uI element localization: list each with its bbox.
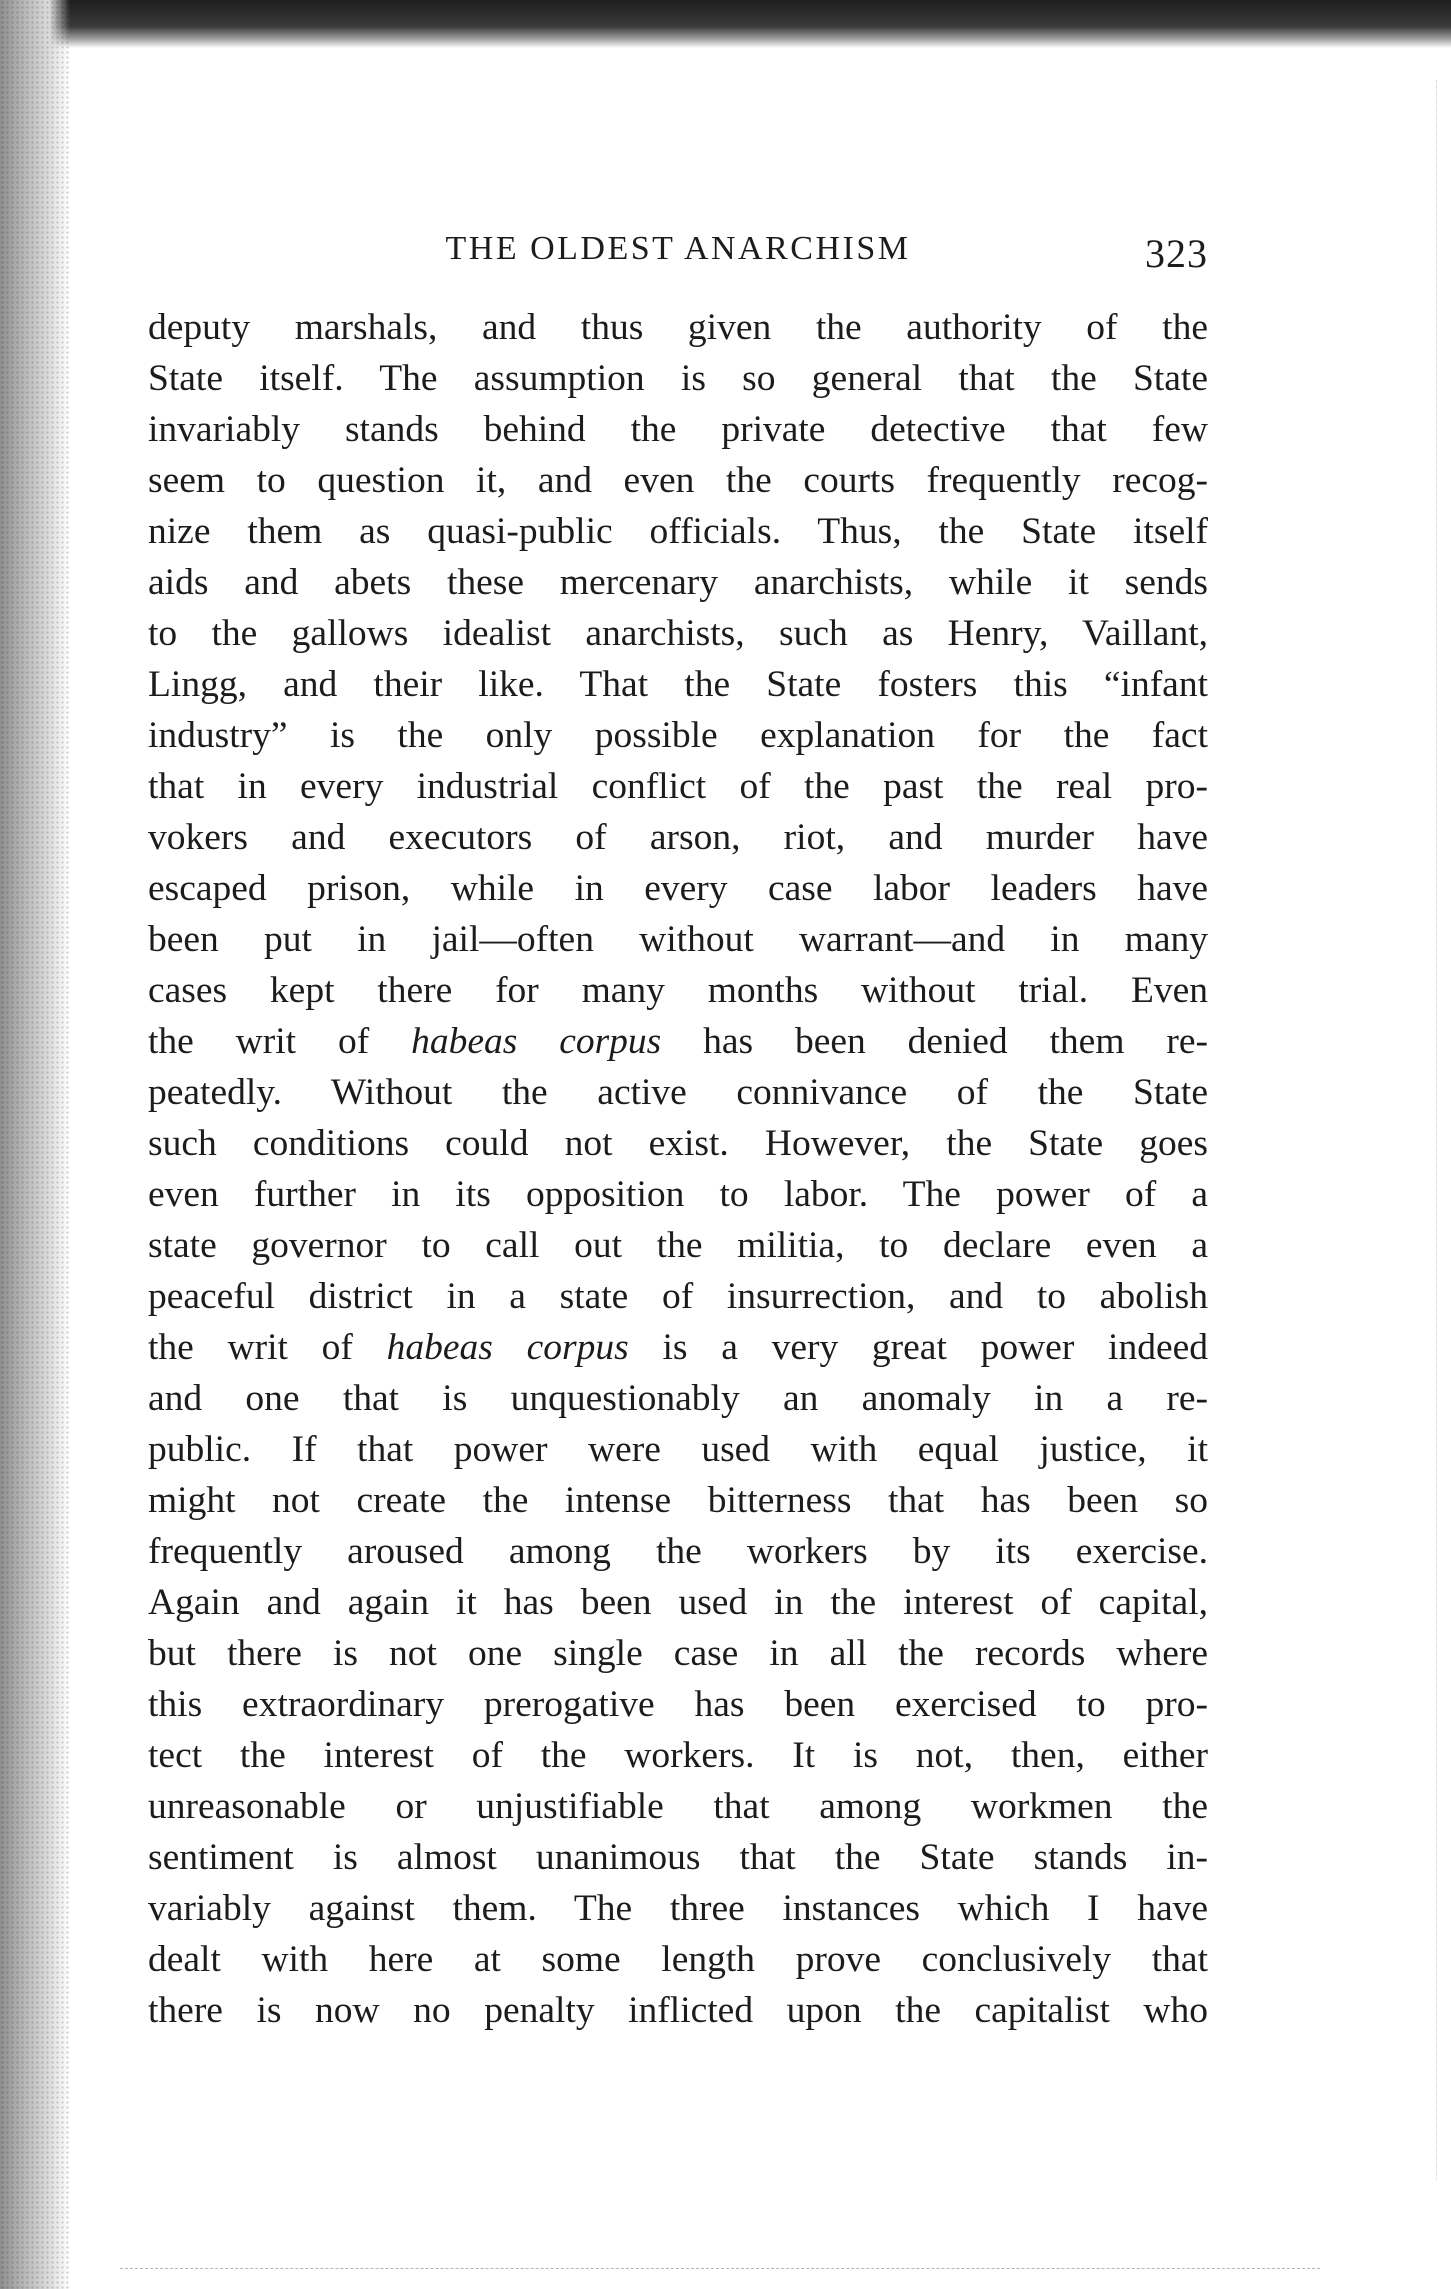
text-segment: that in every industrial conflict of the past the real pro-	[148, 766, 1208, 807]
text-line	[148, 1475, 1208, 1526]
italic-text: habeas corpus	[411, 1021, 662, 1062]
text-line	[148, 1577, 1208, 1628]
text-line	[148, 1220, 1208, 1271]
text-segment: has been denied them re-	[661, 1021, 1208, 1062]
text-line	[148, 1271, 1208, 1322]
text-line	[148, 1322, 1208, 1373]
text-line	[148, 1934, 1208, 1985]
text-segment: is a very great power indeed	[628, 1327, 1209, 1368]
text-line	[148, 1118, 1208, 1169]
text-segment: Again and again it has been used in the interest of capital,	[148, 1582, 1208, 1623]
text-line	[148, 1169, 1208, 1220]
text-line	[148, 353, 1208, 404]
text-line	[148, 608, 1208, 659]
running-header	[148, 230, 1208, 290]
scan-top-edge	[0, 0, 1451, 48]
text-segment: aids and abets these mercenary anarchists, while it sends	[148, 562, 1208, 603]
text-segment: such conditions could not exist. However, the State goes	[148, 1123, 1208, 1164]
text-line	[148, 710, 1208, 761]
text-segment: seem to question it, and even the courts frequently recog-	[148, 460, 1208, 501]
text-segment: and one that is unquestionably an anomaly in a re-	[148, 1378, 1208, 1419]
text-segment: sentiment is almost unanimous that the State stands in-	[148, 1837, 1208, 1878]
text-line	[148, 914, 1208, 965]
text-line	[148, 863, 1208, 914]
page-bottom-edge	[120, 2268, 1320, 2269]
text-line	[148, 1016, 1208, 1067]
text-line	[148, 659, 1208, 710]
text-segment: industry” is the only possible explanation for the fact	[148, 715, 1208, 756]
text-segment: Lingg, and their like. That the State fosters this “infant	[148, 664, 1208, 705]
text-line	[148, 1628, 1208, 1679]
italic-text: habeas corpus	[386, 1327, 629, 1368]
text-line	[148, 1424, 1208, 1475]
text-segment: vokers and executors of arson, riot, and murder have	[148, 817, 1208, 858]
text-line	[148, 1067, 1208, 1118]
text-segment: this extraordinary prerogative has been exercised to pro-	[148, 1684, 1208, 1725]
text-segment: invariably stands behind the private detective that few	[148, 409, 1208, 450]
page-edge-line	[1436, 80, 1437, 2180]
text-segment: nize them as quasi-public officials. Thus, the State itself	[148, 511, 1208, 552]
text-line	[148, 812, 1208, 863]
text-line	[148, 557, 1208, 608]
text-segment: even further in its opposition to labor. The power of a	[148, 1174, 1208, 1215]
text-line	[148, 1373, 1208, 1424]
text-line	[148, 506, 1208, 557]
text-segment: unreasonable or unjustifiable that among workmen the	[148, 1786, 1208, 1827]
text-segment: cases kept there for many months without trial. Even	[148, 970, 1208, 1011]
text-segment: the writ of	[148, 1021, 412, 1062]
text-line	[148, 965, 1208, 1016]
text-segment: deputy marshals, and thus given the authority of the	[148, 307, 1208, 348]
text-segment: State itself. The assumption is so general that the State	[148, 358, 1208, 399]
text-line	[148, 1526, 1208, 1577]
page-number: 323	[1145, 231, 1208, 276]
running-title: THE OLDEST ANARCHISM	[445, 230, 911, 267]
text-segment: peatedly. Without the active connivance of the State	[148, 1072, 1208, 1113]
text-line	[148, 1730, 1208, 1781]
text-segment: escaped prison, while in every case labor leaders have	[148, 868, 1208, 909]
text-segment: peaceful district in a state of insurrection, and to abolish	[148, 1276, 1208, 1317]
text-segment: state governor to call out the militia, to declare even a	[148, 1225, 1208, 1266]
text-line	[148, 302, 1208, 353]
text-segment: tect the interest of the workers. It is not, then, either	[148, 1735, 1208, 1776]
text-segment: the writ of	[148, 1327, 387, 1368]
text-segment: might not create the intense bitterness that has been so	[148, 1480, 1208, 1521]
text-segment: but there is not one single case in all the records where	[148, 1633, 1208, 1674]
text-line	[148, 1679, 1208, 1730]
text-line	[148, 1781, 1208, 1832]
text-segment: to the gallows idealist anarchists, such as Henry, Vaillant,	[148, 613, 1208, 654]
text-segment: been put in jail—often without warrant—and in many	[148, 919, 1208, 960]
text-line	[148, 404, 1208, 455]
text-line	[148, 761, 1208, 812]
text-segment: variably against them. The three instances which I have	[148, 1888, 1208, 1929]
text-segment: frequently aroused among the workers by its exercise.	[148, 1531, 1208, 1572]
text-line	[148, 455, 1208, 506]
text-line	[148, 1883, 1208, 1934]
text-line	[148, 1985, 1208, 2036]
text-segment: dealt with here at some length prove conclusively that	[148, 1939, 1208, 1980]
text-line	[148, 1832, 1208, 1883]
text-segment: public. If that power were used with equal justice, it	[148, 1429, 1208, 1470]
text-segment: there is now no penalty inflicted upon the capitalist who	[148, 1990, 1208, 2031]
body-text	[148, 302, 1208, 2036]
scan-binding-shadow	[0, 0, 70, 2289]
